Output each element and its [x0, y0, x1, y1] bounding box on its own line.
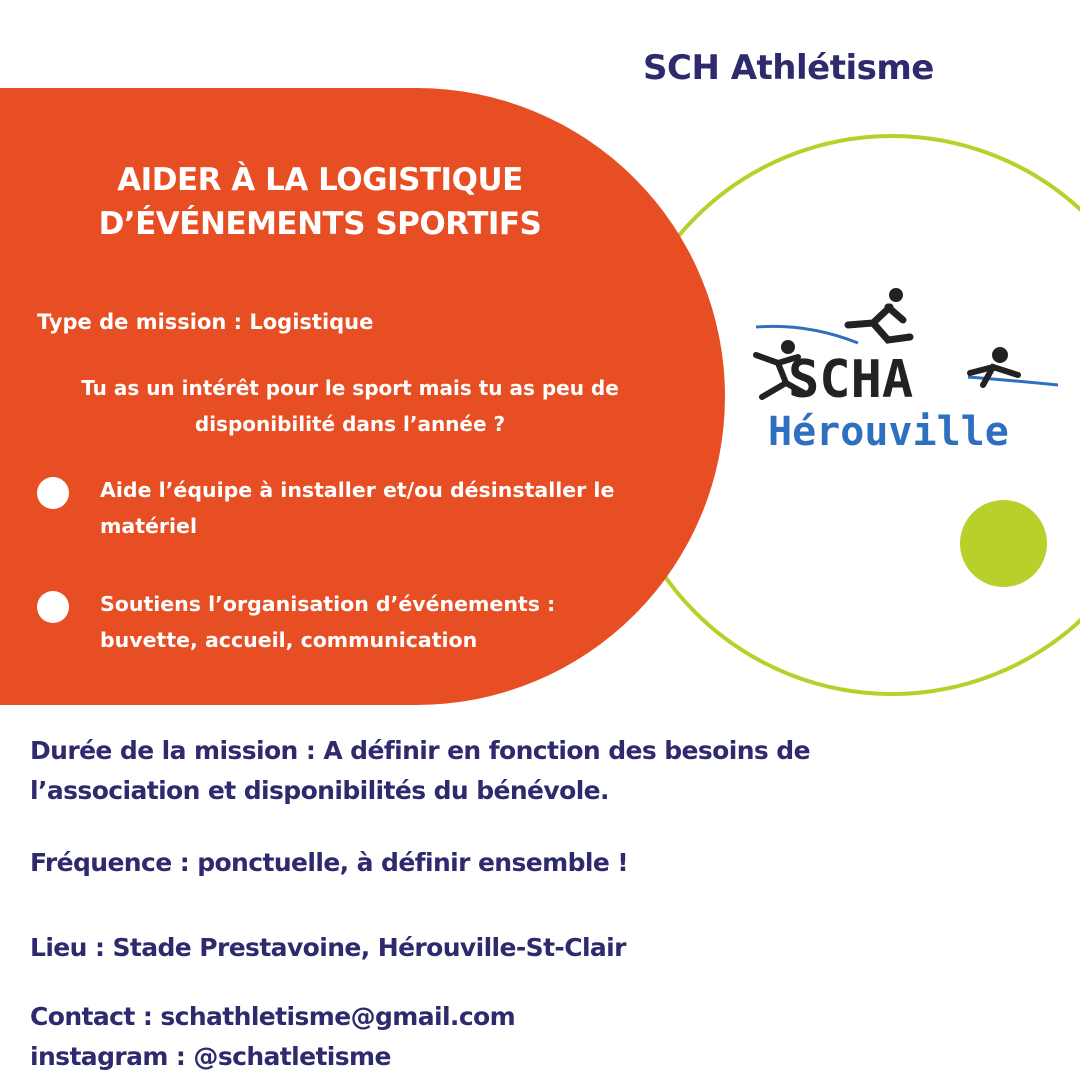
org-name: SCH Athlétisme	[643, 48, 934, 88]
bullet-dot-icon	[37, 477, 69, 509]
mission-panel	[0, 88, 725, 705]
bullet-line-1: Soutiens l’organisation d’événements :	[100, 592, 556, 616]
mission-question	[40, 370, 660, 442]
contact-email: Contact : schathletisme@gmail.com	[30, 1002, 516, 1031]
duration-line-2: l’association et disponibilités du bénévole.	[30, 776, 609, 805]
mission-location: Lieu : Stade Prestavoine, Hérouville-St-Clair	[30, 933, 626, 962]
question-line-2: disponibilité dans l’année ?	[194, 412, 506, 436]
mission-title-line-1: AIDER À LA LOGISTIQUE	[117, 162, 523, 198]
mission-title-line-2: D’ÉVÉNEMENTS SPORTIFS	[98, 206, 542, 242]
mission-duration	[30, 731, 810, 811]
bullet-dot-icon	[37, 591, 69, 623]
logo-city-text: Hérouville	[768, 409, 1009, 455]
mission-type: Type de mission : Logistique	[37, 310, 374, 334]
instagram-handle: instagram : @schatletisme	[30, 1042, 391, 1071]
green-dot-decoration	[960, 500, 1047, 587]
bullet-line-2: buvette, accueil, communication	[100, 628, 478, 652]
runner-top-icon	[848, 288, 910, 340]
bullet-line-2: matériel	[100, 514, 197, 538]
logo-swoosh-left	[756, 326, 858, 343]
duration-line-1: Durée de la mission : A définir en fonction des besoins de	[30, 736, 810, 765]
bullet-line-1: Aide l’équipe à installer et/ou désinstaller le	[100, 478, 615, 502]
mission-frequency: Fréquence : ponctuelle, à définir ensemble !	[30, 848, 629, 877]
logo-brand-text: SCHA	[788, 350, 914, 410]
mission-title	[30, 158, 610, 246]
bullet-item	[100, 586, 680, 658]
bullet-item	[100, 472, 680, 544]
question-line-1: Tu as un intérêt pour le sport mais tu as peu de	[81, 376, 619, 400]
scha-herouville-logo	[738, 285, 1068, 455]
